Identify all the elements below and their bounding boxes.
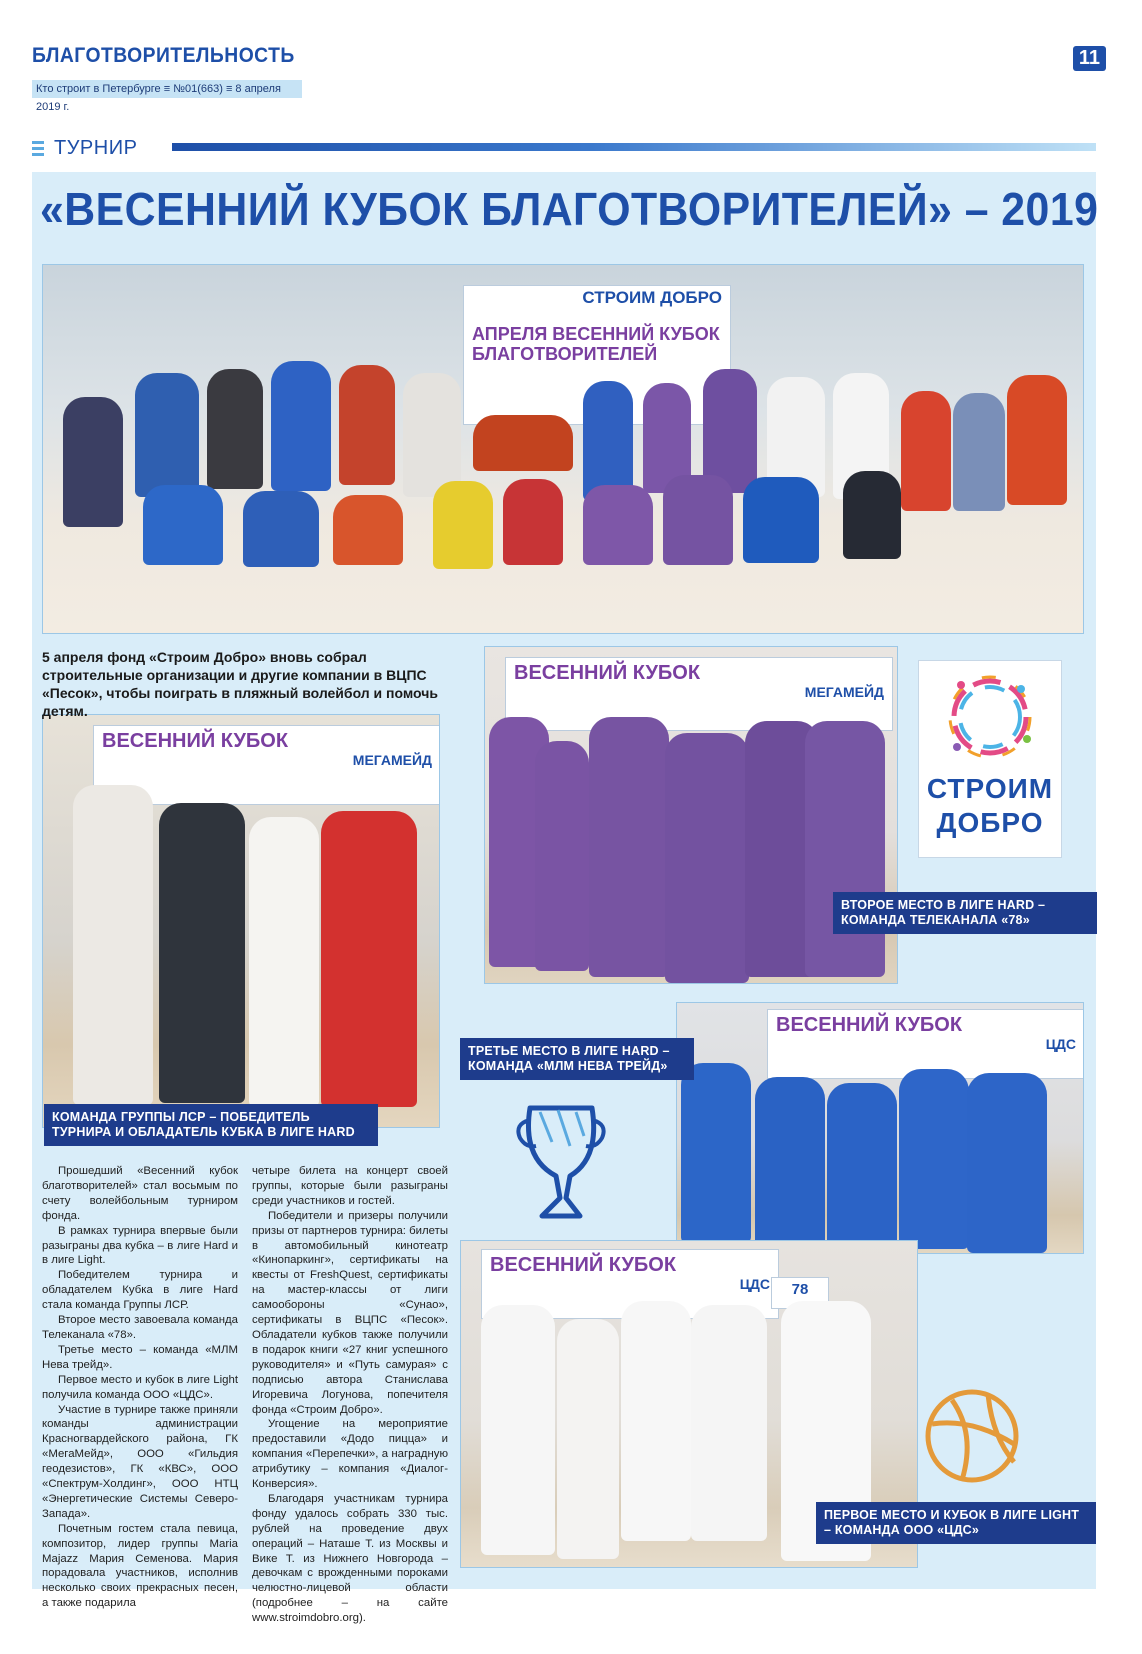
lsr-photo-banner-sponsor: МЕГАМЕЙД <box>352 752 432 768</box>
stroim-dobro-logo <box>918 660 1062 858</box>
group-photo <box>42 264 1084 634</box>
mlm-photo-banner-title: ВЕСЕННИЙ КУБОК <box>776 1014 963 1036</box>
page-number: 11 <box>1073 46 1106 71</box>
tv78-photo-banner <box>505 657 893 731</box>
article-headline: «ВЕСЕННИЙ КУБОК БЛАГОТВОРИТЕЛЕЙ» – 2019 <box>40 183 1099 235</box>
tds-caption: ПЕРВОЕ МЕСТО И КУБОК В ЛИГЕ LIGHT – КОМАНДА ООО «ЦДС» <box>816 1502 1096 1544</box>
rubric <box>32 138 1096 160</box>
tv78-caption: ВТОРОЕ МЕСТО В ЛИГЕ HARD – КОМАНДА ТЕЛЕКАНАЛА «78» <box>833 892 1097 934</box>
volleyball-drawing-icon <box>918 1384 1038 1490</box>
paragraph: Победители и призеры получили призы от партнеров турнира: билеты в автомобильный кинотеатр «Кинопаркинг», сертификаты на квесты от FreshQuest, сертификаты на мастер-классы от лиги самообороны «Сунао», сертификаты в ВЦПС «Песок». Обладатели кубков также получили в подарок книги «27 книг успешного руководителя» и «Путь самурая» с подписью автора Станислава Игоревича Логунова, попечителя фонда «Строим Добро». <box>252 1209 449 1416</box>
stroim-dobro-logo-icon <box>919 661 1061 771</box>
body-column-1 <box>42 1164 238 1611</box>
mlm-team-photo <box>676 1002 1084 1254</box>
tv78-photo-banner-title: ВЕСЕННИЙ КУБОК <box>514 662 701 684</box>
paragraph: В рамках турнира впервые были разыграны два кубка – в лиге Hard и в лиге Light. <box>42 1224 238 1267</box>
lsr-photo-banner-title: ВЕСЕННИЙ КУБОК <box>102 730 289 752</box>
paragraph: Прошедший «Весенний кубок благотворителей» стал восьмым по счету волейбольным турниром фонда. <box>42 1165 238 1222</box>
rubric-label: ТУРНИР <box>54 137 138 159</box>
tds-photo-channel: 78 <box>771 1277 829 1309</box>
tds-photo-banner-sponsor: ЦДС <box>739 1276 770 1292</box>
lsr-team-photo <box>42 714 440 1128</box>
paragraph: Третье место – команда «МЛМ Нева трейд». <box>42 1343 238 1371</box>
paragraph: четыре билета на концерт своей группы, которые были разыграны среди участников и гостей. <box>252 1165 448 1207</box>
paragraph: Почетным гостем стала певица, композитор, лидер группы Maria Majazz Мария Семенова. Мария порадовала участников, исполнив несколько своих прекрасных песен, а также подарила <box>42 1522 238 1610</box>
mlm-photo-banner-sponsor: ЦДС <box>1045 1036 1076 1052</box>
photo-banner-title: АПРЕЛЯ ВЕСЕННИЙ КУБОК БЛАГОТВОРИТЕЛЕЙ <box>472 324 720 364</box>
trophy-drawing-icon <box>512 1098 608 1228</box>
tv78-photo-banner-sponsor: МЕГАМЕЙД <box>804 684 884 700</box>
paragraph: Благодаря участникам турнира фонду удалось собрать 330 тыс. рублей на проведение двух операций – Наташе Т. из Москвы и Вике Т. из Нижнего Новгорода – девочкам с врожденными пороками челюстно-лицевой области (подробнее – на сайте www.stroimdobro.org). <box>252 1492 448 1625</box>
mlm-caption: ТРЕТЬЕ МЕСТО В ЛИГЕ HARD – КОМАНДА «МЛМ НЕВА ТРЕЙД» <box>460 1038 694 1080</box>
lsr-caption: КОМАНДА ГРУППЫ ЛСР – ПОБЕДИТЕЛЬ ТУРНИРА И ОБЛАДАТЕЛЬ КУБКА В ЛИГЕ HARD <box>44 1104 378 1146</box>
paragraph: Второе место завоевала команда Телеканала «78». <box>42 1314 238 1341</box>
paragraph: Участие в турнире также приняли команды администрации Красногвардейского района, ГК «МегаМейд», ООО «Гильдия геодезистов», ГК «КВС», ООО «Спектрум-Холдинг», ООО НТЦ «Энергетические Системы Северо-Запада». <box>42 1403 238 1520</box>
issue-line: Кто строит в Петербурге ≡ №01(663) ≡ 8 апреля 2019 г. <box>32 80 302 98</box>
paragraph: Угощение на мероприятие предоставили «Додо пицца» и компания «Перепечки», а наградную атрибутику – компания «Диалог-Конверсия». <box>252 1418 448 1491</box>
paragraph: Первое место и кубок в лиге Light получила команда ООО «ЦДС». <box>42 1373 238 1401</box>
article-intro: 5 апреля фонд «Строим Добро» вновь собрал строительные организации и другие компании в ВЦПС «Песок», чтобы поиграть в пляжный волейбол и помочь детям. <box>42 649 438 719</box>
rubric-rule <box>172 143 1096 151</box>
photo-banner-sponsor: СТРОИМ ДОБРО <box>582 288 722 307</box>
rubric-bars-icon <box>32 141 44 157</box>
logo-line-2: ДОБРО <box>936 807 1044 838</box>
tds-photo-banner-title: ВЕСЕННИЙ КУБОК <box>490 1254 677 1276</box>
body-column-2 <box>252 1164 448 1626</box>
section-title: БЛАГОТВОРИТЕЛЬНОСТЬ <box>32 44 295 67</box>
logo-line-1: СТРОИМ <box>926 773 1054 804</box>
paragraph: Победителем турнира и обладателем Кубка в лиге Hard стала команда Группы ЛСР. <box>42 1269 238 1312</box>
